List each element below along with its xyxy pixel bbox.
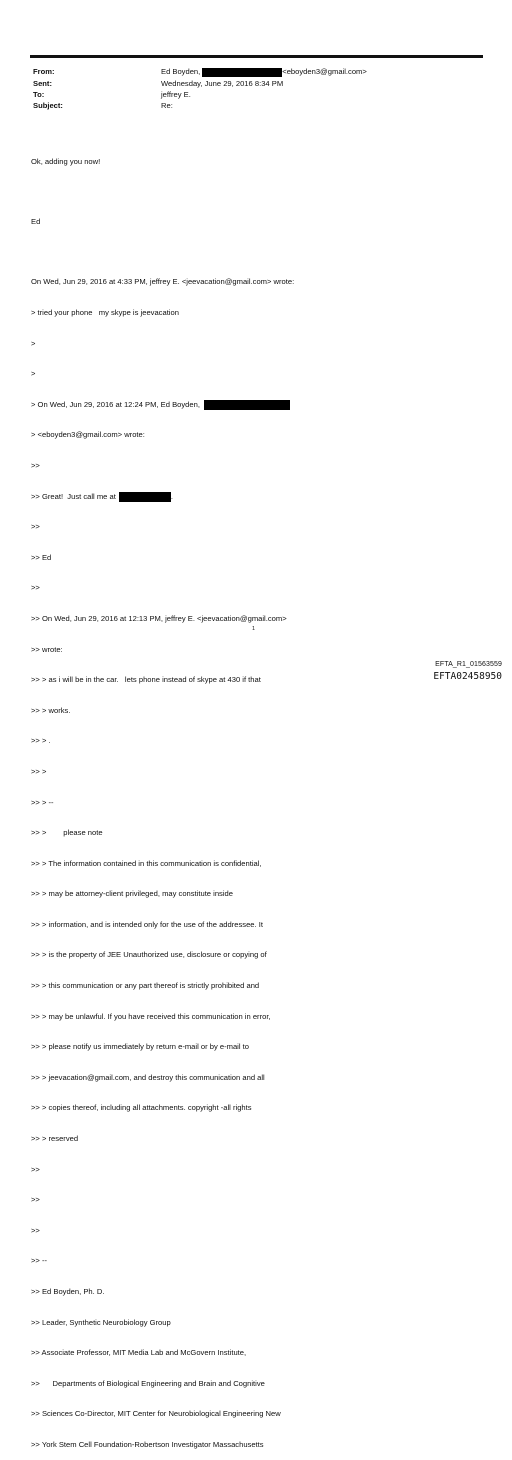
body-line: >> > please note (31, 828, 103, 838)
body-line: >> > this communication or any part thereof is strictly prohibited and (31, 981, 260, 991)
body-line: >> Associate Professor, MIT Media Lab and McGovern Institute, (31, 1348, 247, 1358)
body-line: > On Wed, Jun 29, 2016 at 12:24 PM, Ed Boyden, (31, 400, 481, 410)
subject-label: Subject: (33, 101, 63, 110)
body-line: >> > (31, 766, 47, 776)
to-value: jeffrey E. (161, 90, 191, 99)
body-line: >> -- (31, 1256, 48, 1266)
sent-value: Wednesday, June 29, 2016 8:34 PM (161, 79, 284, 88)
body-line: >> > jeevacation@gmail.com, and destroy this communication and all (31, 1072, 265, 1082)
body-line: >> > is the property of JEE Unauthorized use, disclosure or copying of (31, 950, 267, 960)
from-label: From: (33, 67, 55, 76)
from-email: <eboyden3@gmail.com> (282, 67, 367, 76)
body-line: >> > as i will be in the car. lets phone instead of skype at 430 if that (31, 675, 261, 685)
body-line: >> (31, 1195, 40, 1205)
sent-label: Sent: (33, 79, 52, 88)
body-line: >> (31, 522, 40, 532)
body-line: >> > . (31, 736, 51, 746)
body-line: >> > -- (31, 797, 54, 807)
subject-value: Re: (161, 101, 173, 110)
body-line: >> (31, 1164, 40, 1174)
body-line: >> > works. (31, 705, 71, 715)
redaction-box (204, 400, 290, 410)
redaction-box (119, 492, 171, 502)
body-line: >> Ed (31, 552, 52, 562)
body-line: >> Great! Just call me at . (31, 491, 173, 501)
body-line: >> Departments of Biological Engineering and Brain and Cognitive (31, 1378, 265, 1388)
body-line: > tried your phone my skype is jeevacation (31, 308, 179, 317)
body-line: >> > may be attorney-client privileged, may constitute inside (31, 889, 233, 899)
from-name: Ed Boyden, (161, 67, 201, 76)
bates-number: EFTA02458950 (433, 671, 502, 682)
body-line: > <eboyden3@gmail.com> wrote: (31, 430, 145, 440)
body-line: >> (31, 460, 40, 470)
body-line: > (31, 369, 36, 379)
body-line: >> > may be unlawful. If you have received this communication in error, (31, 1011, 271, 1021)
body-line: >> Leader, Synthetic Neurobiology Group (31, 1317, 171, 1327)
document-reference-id: EFTA_R1_01563559 (435, 661, 502, 668)
body-line: >> wrote: (31, 644, 63, 654)
body-line: On Wed, Jun 29, 2016 at 4:33 PM, jeffrey E. <jeevacation@gmail.com> wrote: (31, 277, 295, 287)
body-line: >> > please notify us immediately by return e-mail or by e-mail to (31, 1042, 249, 1052)
body-line: >> (31, 1225, 40, 1235)
body-line: > (31, 338, 36, 348)
body-line: Ok, adding you now! (31, 157, 101, 167)
page-number: 1 (252, 626, 256, 632)
body-line: >> > reserved (31, 1134, 79, 1144)
body-line: >> Sciences Co-Director, MIT Center for Neurobiological Engineering New (31, 1409, 281, 1419)
body-line: >> (31, 583, 40, 593)
body-line: >> > The information contained in this communication is confidential, (31, 858, 262, 868)
body-line: >> > information, and is intended only for the use of the addressee. It (31, 919, 263, 929)
body-line: >> Ed Boyden, Ph. D. (31, 1287, 105, 1296)
email-body (31, 137, 481, 1460)
body-line: >> > copies thereof, including all attachments. copyright -all rights (31, 1103, 252, 1113)
header-divider (30, 55, 483, 58)
to-label: To: (33, 90, 45, 99)
redaction-box (202, 68, 282, 77)
body-line: >> On Wed, Jun 29, 2016 at 12:13 PM, jeffrey E. <jeevacation@gmail.com> (31, 613, 287, 623)
body-line: Ed (31, 217, 41, 227)
body-line: >> York Stem Cell Foundation-Robertson Investigator Massachusetts (31, 1439, 264, 1449)
